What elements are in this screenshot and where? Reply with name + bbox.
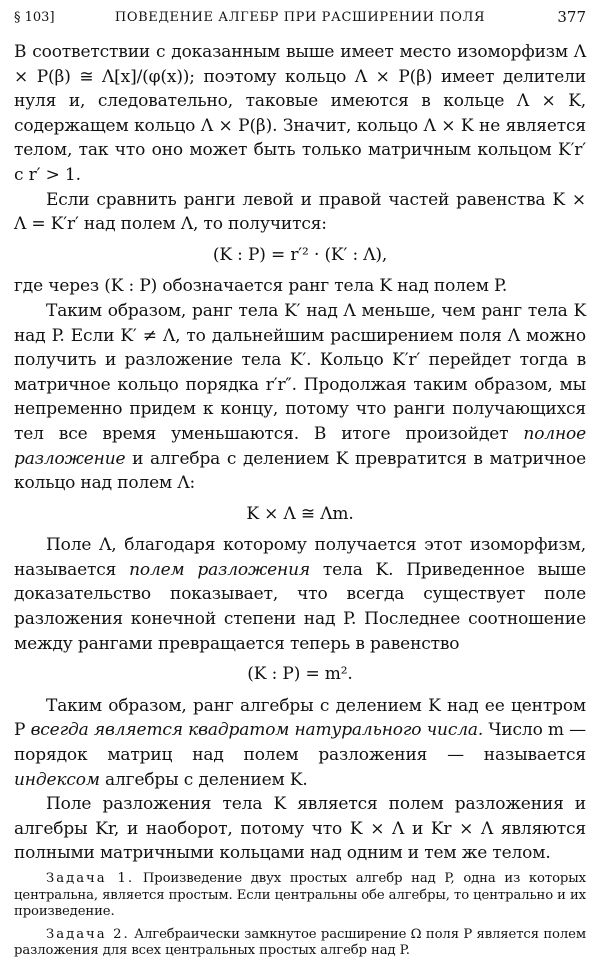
page-number: 377: [557, 8, 586, 26]
formula: (K : P) = r′² · (K′ : Λ),: [212, 244, 388, 265]
paragraph: где через (K : P) обозначается ранг тела K над полем P.: [14, 276, 508, 297]
paragraph: В соответствии с доказанным выше имеет место изоморфизм Λ × P(β) ≅ Λ[x]/(φ(x)); поэтому кольцо Λ × P(β) имеет делители нуля и, следовательно, таковые имеются в кольце Λ × K, содержащем кольцо Λ × P(β). Значит, кольцо Λ × K не является телом, так что оно может быть только матричным кольцом K′r′ с r′ > 1.: [14, 42, 586, 185]
running-title: ПОВЕДЕНИЕ АЛГЕБР ПРИ РАСШИРЕНИИ ПОЛЯ: [114, 10, 486, 25]
paragraph: Таким образом, ранг алгебры с делением K над ее центром P всегда является квадратом натурального числа. Число m — порядок матриц над полем разложения — называется индексом алгебры с делением K.: [14, 695, 587, 790]
formula: K × Λ ≅ Λm.: [246, 503, 354, 524]
paragraph: Поле Λ, благодаря которому получается этот изоморфизм, называется полем разложения тела K. Приведенное выше доказательство показывает, что всегда существует поле разложения конечной степени над P. Последнее соотношение между рангами превращается теперь в равенство: [14, 535, 586, 654]
paragraph: Поле разложения тела K является полем разложения и алгебры Kr, и наоборот, потому что K × Λ и Kr × Λ являются полными матричными кольцами над одним и тем же телом.: [14, 794, 586, 864]
problems: [14, 871, 586, 960]
paragraph: Таким образом, ранг тела K′ над Λ меньше, чем ранг тела K над P. Если K′ ≠ Λ, то дальнейшим расширением поля Λ можно получить и разложение тела K′. Кольцо K′r′ перейдет тогда в матричное кольцо порядка r′r″. Продолжая таким образом, мы непременно придем к концу, потому что ранги получающихся тел все время уменьшаются. В итоге произойдет полное разложение и алгебра с делением K превратится в матричное кольцо над полем Λ:: [14, 300, 586, 494]
running-header: [14, 8, 586, 30]
formula: (K : P) = m².: [247, 664, 353, 685]
paragraph: Если сравнить ранги левой и правой частей равенства K × Λ = K′r′ над полем Λ, то получится:: [14, 189, 586, 235]
problem-1: Задача 1. Произведение двух простых алгебр над P, одна из которых центральна, является простым. Если центральны обе алгебры, то центрально и их произведение.: [14, 871, 586, 919]
problem-2: Задача 2. Алгебраически замкнутое расширение Ω поля P является полем разложения для всех центральных простых алгебр над P.: [14, 926, 586, 958]
main-text: [14, 40, 586, 966]
section-number: § 103]: [14, 10, 55, 25]
